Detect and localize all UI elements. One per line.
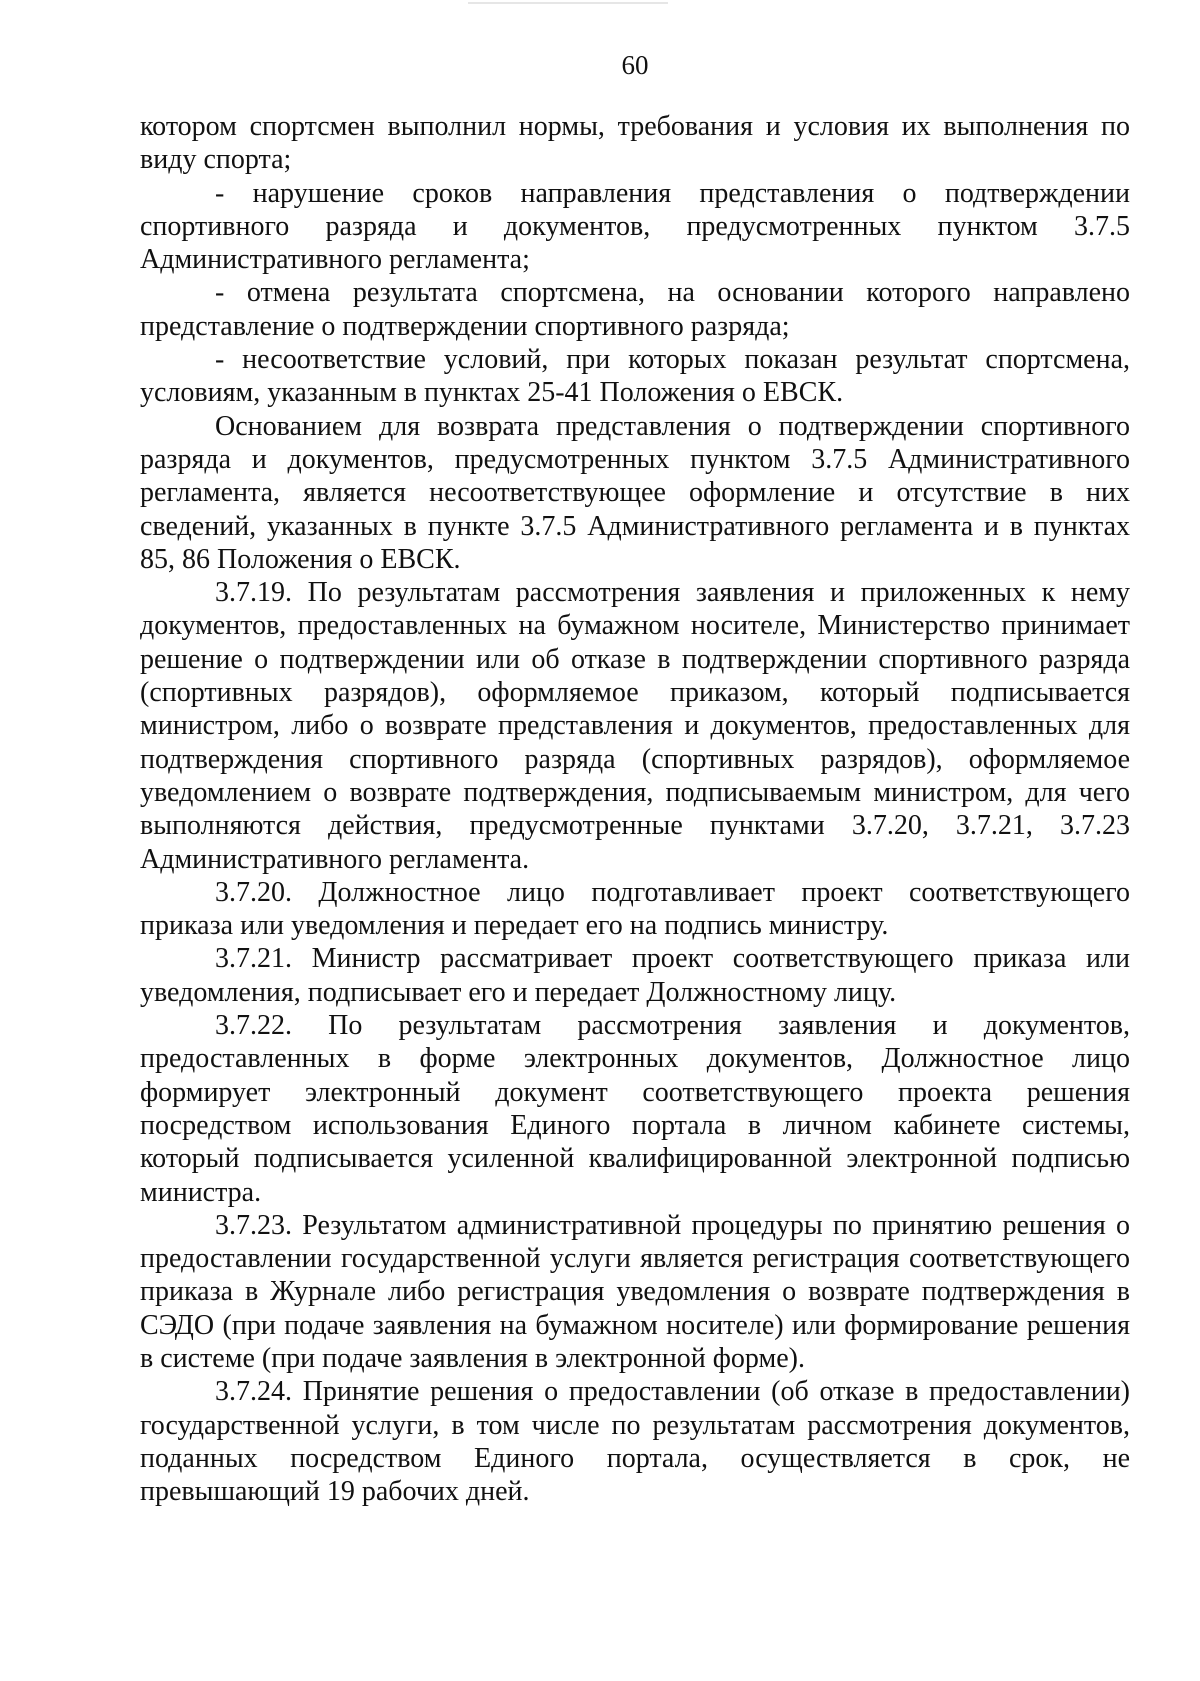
list-item-result-cancellation: - отмена результата спортсмена, на основании которого направлено представление о подтверждении спортивного разряда; [140, 277, 1130, 342]
paragraph-continuation: котором спортсмен выполнил нормы, требования и условия их выполнения по виду спорта; [140, 111, 1130, 176]
paragraph-3-7-23: 3.7.23. Результатом административной процедуры по принятию решения о предоставлении государственной услуги является регистрация соответствующего приказа в Журнале либо регистрация уведомления о возврате подтверждения в СЭДО (при подаче заявления на бумажном носителе) или формирование решения в системе (при подаче заявления в электронной форме). [140, 1209, 1130, 1374]
paragraph-3-7-21: 3.7.21. Министр рассматривает проект соответствующего приказа или уведомления, подписывает его и передает Должностному лицу. [140, 943, 1130, 1008]
paragraph-return-grounds: Основанием для возврата представления о подтверждении спортивного разряда и документов, предусмотренных пунктом 3.7.5 Административного регламента, является несоответствующее оформление и отсутствие в них сведений, указанных в пункте 3.7.5 Административного регламента и в пунктах 85, 86 Положения о ЕВСК. [140, 410, 1130, 575]
paragraph-3-7-19: 3.7.19. По результатам рассмотрения заявления и приложенных к нему документов, предоставленных на бумажном носителе, Министерство принимает решение о подтверждении или об отказе в подтверждении спортивного разряда (спортивных разрядов), оформляемое приказом, который подписывается министром, либо о возврате представления и документов, предоставленных для подтверждения спортивного разряда (спортивных разрядов), оформляемое уведомлением о возврате подтверждения, подписываемым министром, для чего выполняются действия, предусмотренные пунктами 3.7.20, 3.7.21, 3.7.23 Административного регламента. [140, 577, 1130, 875]
document-body [140, 110, 1130, 1508]
list-item-conditions-mismatch: - несоответствие условий, при которых показан результат спортсмена, условиям, указанным в пунктах 25-41 Положения о ЕВСК. [140, 344, 1130, 409]
paragraph-3-7-20: 3.7.20. Должностное лицо подготавливает проект соответствующего приказа или уведомления и передает его на подпись министру. [140, 876, 1130, 942]
scan-artifact [468, 2, 668, 4]
paragraph-3-7-22: 3.7.22. По результатам рассмотрения заявления и документов, предоставленных в форме электронных документов, Должностное лицо формирует электронный документ соответствующего проекта решения посредством использования Единого портала в личном кабинете системы, который подписывается усиленной квалифицированной электронной подписью министра. [140, 1010, 1130, 1208]
paragraph-3-7-24: 3.7.24. Принятие решения о предоставлении (об отказе в предоставлении) государственной услуги, в том числе по результатам рассмотрения документов, поданных посредством Единого портала, осуществляется в срок, не превышающий 19 рабочих дней. [140, 1376, 1130, 1508]
page-number: 60 [621, 50, 649, 80]
list-item-deadline-violation: - нарушение сроков направления представления о подтверждении спортивного разряда и документов, предусмотренных пунктом 3.7.5 Административного регламента; [140, 177, 1130, 276]
